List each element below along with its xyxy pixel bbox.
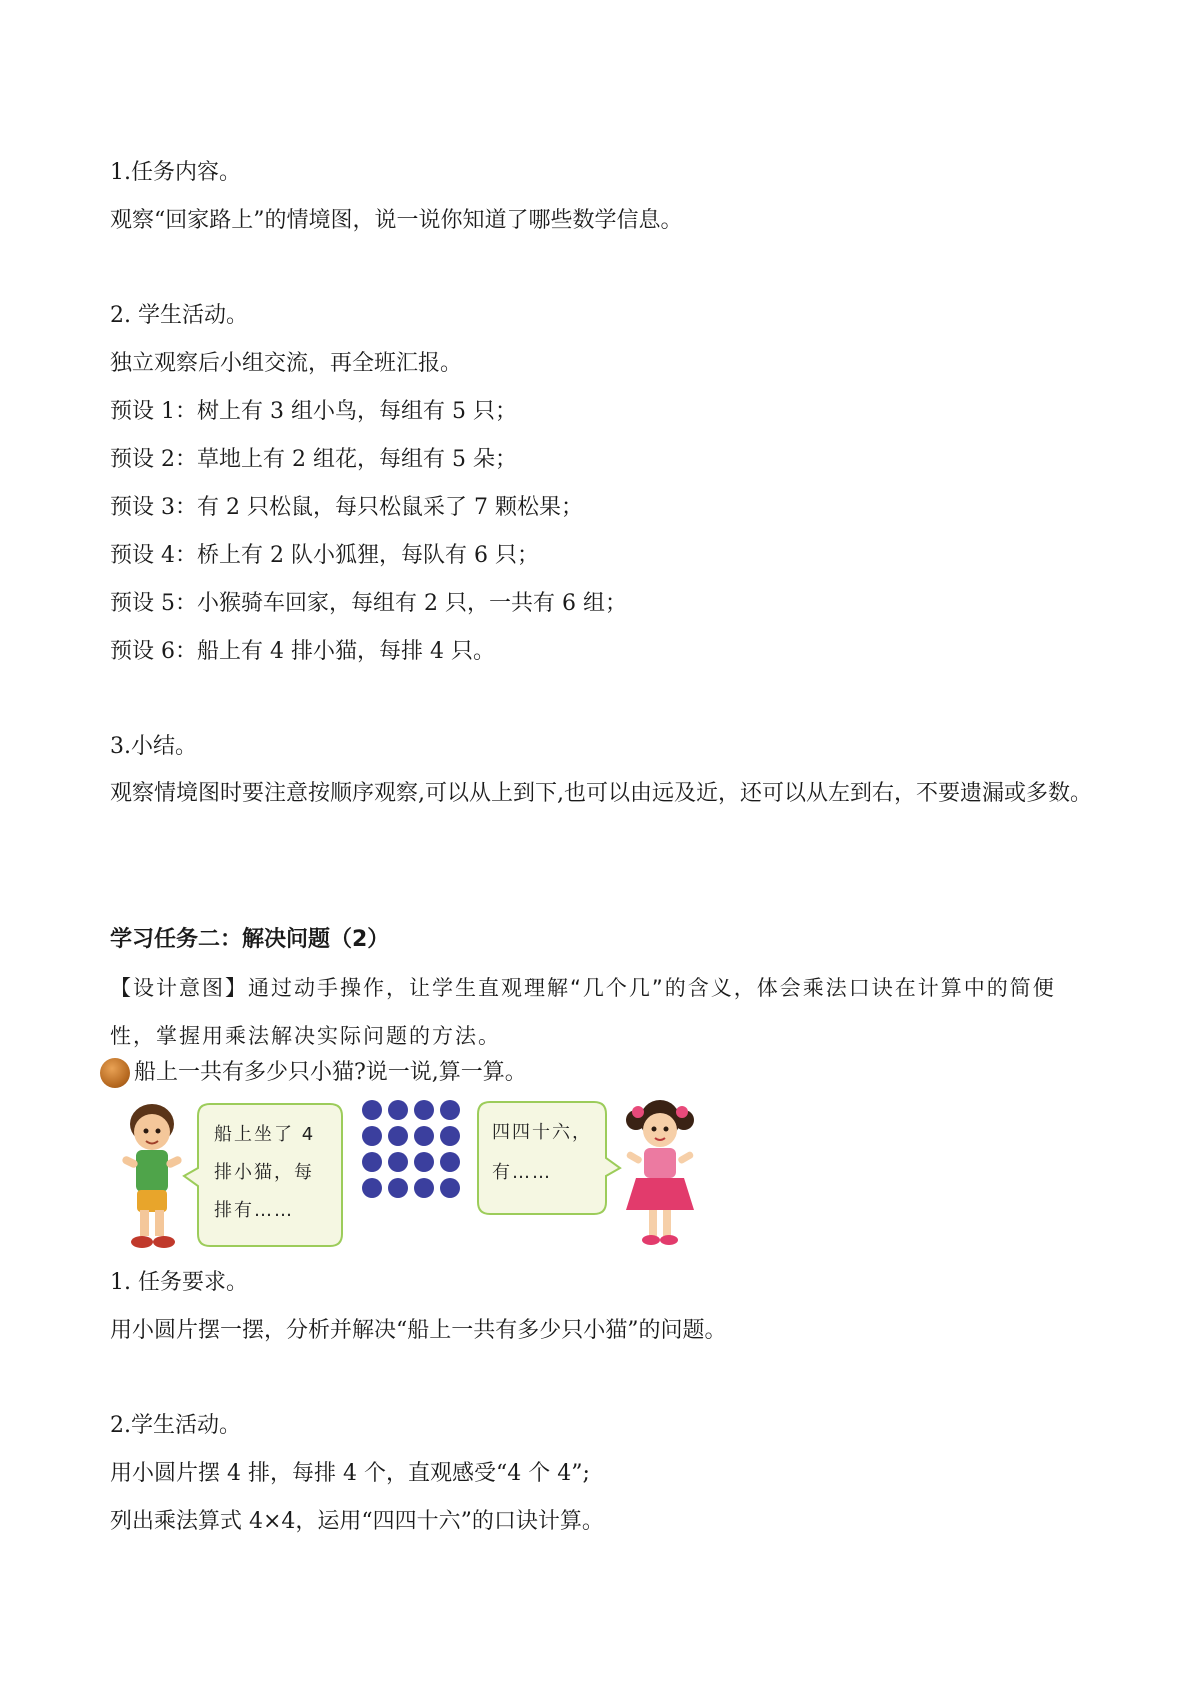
dot <box>388 1152 408 1172</box>
boy-bubble-line-2: 排小猫，每 <box>214 1162 314 1183</box>
preset-2: 预设 2：草地上有 2 组花，每组有 5 朵； <box>110 447 517 472</box>
dot <box>440 1100 460 1120</box>
dot <box>440 1178 460 1198</box>
boy-bubble-line-1: 船上坐了 4 <box>214 1124 316 1145</box>
dot <box>414 1178 434 1198</box>
student-activity-text: 独立观察后小组交流，再全班汇报。 <box>110 351 463 376</box>
task-requirement-title: 1. 任务要求。 <box>110 1270 248 1295</box>
dot <box>414 1126 434 1146</box>
dot <box>362 1178 382 1198</box>
preset-6: 预设 6：船上有 4 排小猫，每排 4 只。 <box>110 639 495 664</box>
dot <box>440 1152 460 1172</box>
dot <box>362 1152 382 1172</box>
dot <box>414 1100 434 1120</box>
boy-figure-icon <box>121 1104 183 1248</box>
summary-title: 3.小结。 <box>110 734 197 759</box>
question-text: 船上一共有多少只小猫?说一说,算一算。 <box>134 1060 527 1085</box>
dot <box>440 1126 460 1146</box>
girl-speech-bubble <box>478 1102 620 1214</box>
girl-figure-icon <box>626 1100 695 1245</box>
task-requirement-text: 用小圆片摆一摆，分析并解决“船上一共有多少只小猫”的问题。 <box>110 1318 727 1343</box>
dot <box>362 1126 382 1146</box>
girl-bubble-line-2: 有…… <box>492 1162 552 1183</box>
task-content-title: 1.任务内容。 <box>110 160 241 185</box>
preset-1: 预设 1：树上有 3 组小鸟，每组有 5 只； <box>110 399 517 424</box>
orange-bullet-icon <box>100 1058 130 1088</box>
preset-3: 预设 3：有 2 只松鼠，每只松鼠采了 7 颗松果； <box>110 495 583 520</box>
student-activity-2-line-1: 用小圆片摆 4 排，每排 4 个，直观感受“4 个 4”; <box>110 1461 590 1486</box>
student-activity-title: 2. 学生活动。 <box>110 303 248 328</box>
dot-grid <box>362 1100 460 1198</box>
dot <box>388 1126 408 1146</box>
boy-bubble-line-3: 排有…… <box>214 1200 294 1221</box>
task-content-text: 观察“回家路上”的情境图，说一说你知道了哪些数学信息。 <box>110 208 683 233</box>
summary-text: 观察情境图时要注意按顺序观察,可以从上到下,也可以由远及近，还可以从左到右，不要遗漏或多数。 <box>110 781 1092 806</box>
boy-speech-bubble <box>184 1104 342 1246</box>
dot <box>362 1100 382 1120</box>
student-activity-2-title: 2.学生活动。 <box>110 1413 241 1438</box>
student-activity-2-line-2: 列出乘法算式 4×4，运用“四四十六”的口诀计算。 <box>110 1509 604 1534</box>
preset-5: 预设 5：小猴骑车回家，每组有 2 只，一共有 6 组； <box>110 591 627 616</box>
dot <box>414 1152 434 1172</box>
dot <box>388 1100 408 1120</box>
illustration <box>110 1098 770 1258</box>
section-heading: 学习任务二：解决问题（2） <box>110 927 390 952</box>
girl-bubble-line-1: 四四十六， <box>492 1122 592 1143</box>
design-intent: 【设计意图】通过动手操作，让学生直观理解“几个几”的含义，体会乘法口诀在计算中的简便性，掌握用乘法解决实际问题的方法。 <box>110 976 1056 1048</box>
preset-4: 预设 4：桥上有 2 队小狐狸，每队有 6 只； <box>110 543 539 568</box>
dot <box>388 1178 408 1198</box>
